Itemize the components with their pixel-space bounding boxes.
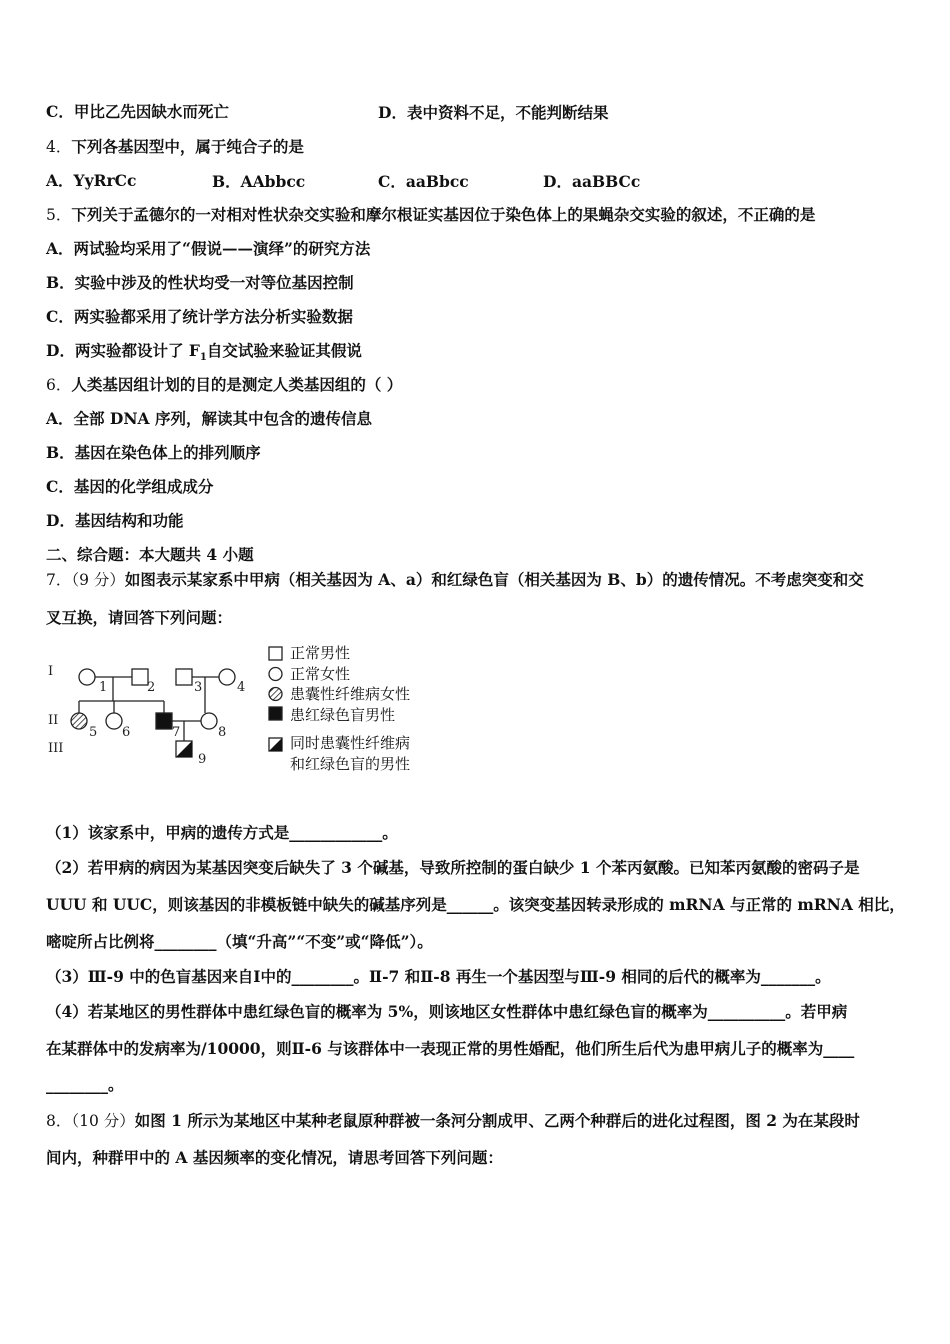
legend-normal-male-icon [269,647,282,660]
individual-6 [106,713,122,729]
label-8: 8 [218,725,227,740]
individual-9-fill [176,741,192,757]
q5-option-d-pre: D．两实验都设计了 F [46,341,200,360]
q5-option-d-post: 自交试验来验证其假说 [206,341,362,360]
q4-option-c: C．aaBbcc [378,172,469,191]
legend-both-male-icon-fill [269,738,282,751]
q8-stem-text-1: 如图 1 所示为某地区中某种老鼠原种群被一条河分割成甲、乙两个种群后的进化过程图，图 2 为在某段时 [134,1111,860,1130]
section2-heading: 二、综合题：本大题共 4 小题 [46,545,254,564]
q7-sub4-line3: ________。 [46,1075,124,1094]
q7-stem-line2: 叉互换，请回答下列问题： [46,608,233,627]
q6-stem [46,374,402,396]
q7-sub3: （3）Ⅲ-9 中的色盲基因来自Ⅰ中的________。Ⅱ-7 和Ⅱ-8 再生一个基因型与Ⅲ-9 相同的后代的概率为_______。 [46,967,831,986]
q4-option-a: A．YyRrCc [46,171,137,190]
q5-number: 5． [46,206,72,224]
q5-option-d [46,340,362,369]
q4-option-d: D．aaBBCc [543,172,641,191]
q8-number: 8．（10 分） [46,1112,135,1130]
q5-stem-text: 下列关于孟德尔的一对相对性状杂交实验和摩尔根证实基因位于染色体上的果蝇杂交实验的叙述，不正确的是 [71,205,816,224]
legend-cf-female: 患囊性纤维病女性 [290,685,411,703]
q7-sub2-line3: 嘧啶所占比例将________（填“升高”“不变”或“降低”）。 [46,932,433,951]
label-4: 4 [237,680,246,695]
q5-option-d-sub: 1 [199,352,207,364]
individual-1 [79,669,95,685]
label-7: 7 [172,725,181,740]
legend-cb-male: 患红绿色盲男性 [290,706,396,724]
q8-stem-line2: 间内，种群甲中的 A 基因频率的变化情况，请思考回答下列问题： [46,1148,503,1167]
q5-option-c: C．两实验都采用了统计学方法分析实验数据 [46,307,353,326]
individual-3 [176,669,192,685]
individual-2 [132,669,148,685]
legend-normal-female: 正常女性 [290,665,351,683]
individual-8 [201,713,217,729]
label-3: 3 [194,680,203,695]
legend-cf-female-icon [269,688,282,701]
q7-sub4-line2: 在某群体中的发病率为/10000，则Ⅱ-6 与该群体中一表现正常的男性婚配，他们所生后代为患甲病儿子的概率为____ [46,1039,855,1058]
q4-stem [46,136,304,158]
generation-label-ii: II [48,713,59,728]
q3-option-d: D．表中资料不足，不能判断结果 [378,103,609,122]
legend-both-male-2: 和红绿色盲的男性 [290,755,411,773]
q6-stem-text: 人类基因组计划的目的是测定人类基因组的（ ） [71,375,403,394]
q6-option-b: B．基因在染色体上的排列顺序 [46,443,261,462]
q6-option-d: D．基因结构和功能 [46,511,184,530]
label-5: 5 [89,725,98,740]
q6-option-c: C．基因的化学组成成分 [46,477,214,496]
generation-label-iii: III [48,741,64,756]
q6-number: 6． [46,376,72,394]
q5-option-b: B．实验中涉及的性状均受一对等位基因控制 [46,273,354,292]
q7-stem-text-1: 如图表示某家系中甲病（相关基因为 A、a）和红绿色盲（相关基因为 B、b）的遗传情况。不考虑突变和交 [124,570,864,589]
individual-5 [71,713,87,729]
legend-cb-male-icon [269,707,282,720]
label-1: 1 [99,680,108,695]
label-2: 2 [147,680,156,695]
legend-both-male-1: 同时患囊性纤维病 [290,734,411,752]
q4-option-b: B．AAbbcc [212,172,306,191]
individual-4 [219,669,235,685]
q7-number: 7．（9 分） [46,571,125,589]
legend-normal-male: 正常男性 [290,644,351,662]
legend-normal-female-icon [269,668,282,681]
q5-option-a: A．两试验均采用了“假说——演绎”的研究方法 [46,239,371,258]
q7-sub2-line1: （2）若甲病的病因为某基因突变后缺失了 3 个碱基，导致所控制的蛋白缺少 1 个苯丙氨酸。已知苯丙氨酸的密码子是 [46,858,860,877]
q4-stem-text: 下列各基因型中，属于纯合子的是 [71,137,304,156]
generation-label-i: I [48,664,54,679]
q3-option-c: C．甲比乙先因缺水而死亡 [46,102,229,121]
q7-sub2-line2: UUU 和 UUC，则该基因的非模板链中缺失的碱基序列是______。该突变基因转录形成的 mRNA 与正常的 mRNA 相比， [46,895,905,914]
label-9: 9 [198,752,207,767]
q7-stem-line1 [46,569,864,591]
q6-option-a: A．全部 DNA 序列，解读其中包含的遗传信息 [46,409,372,428]
q5-stem [46,204,815,226]
q8-stem-line1 [46,1110,860,1132]
label-6: 6 [122,725,131,740]
q7-sub4-line1: （4）若某地区的男性群体中患红绿色盲的概率为 5%，则该地区女性群体中患红绿色盲的概率为__________。若甲病 [46,1002,848,1021]
q7-sub1: （1）该家系中，甲病的遗传方式是____________。 [46,823,398,842]
q4-number: 4． [46,138,72,156]
individual-7 [156,713,172,729]
